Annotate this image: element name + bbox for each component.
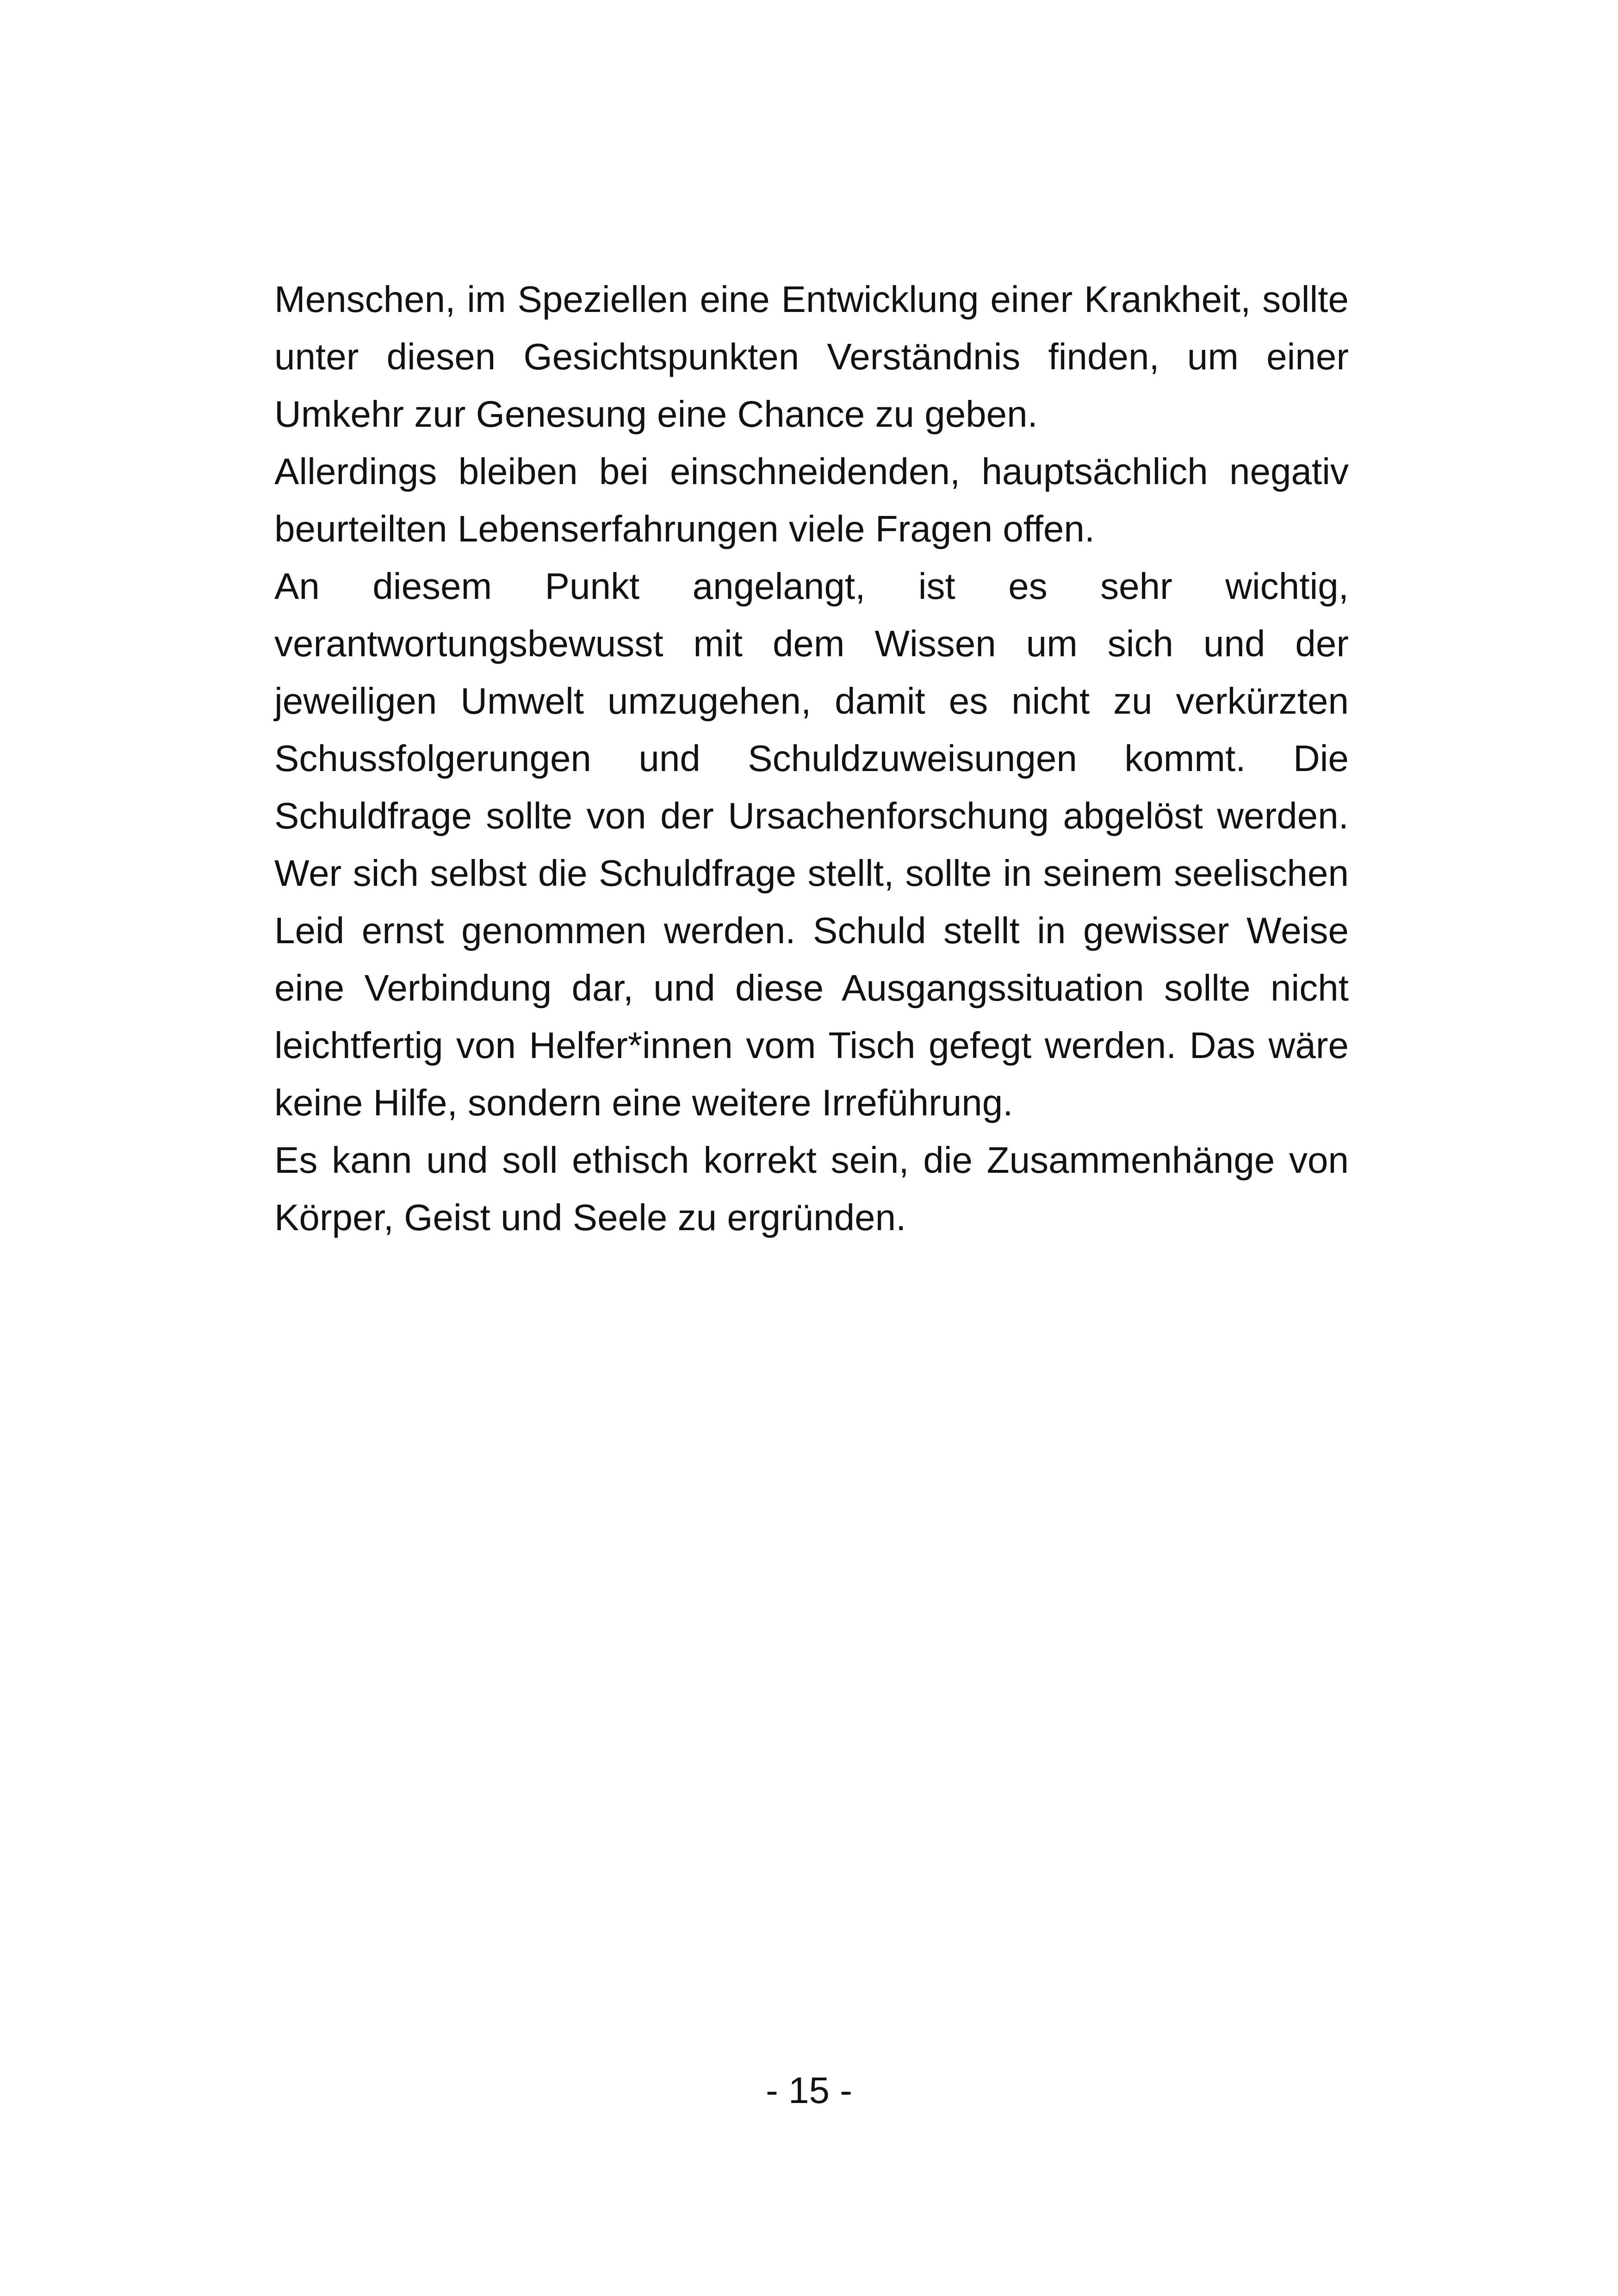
paragraph-1: Menschen, im Speziellen eine Entwicklung einer Krankheit, sollte unter diesen Gesichtspunkten Verständnis finden, um einer Umkehr zur Genesung eine Chance zu geben. [274, 279, 1349, 435]
body-text [274, 271, 1349, 1246]
paragraph-4: Es kann und soll ethisch korrekt sein, die Zusammenhänge von Körper, Geist und Seele zu ergründen. [274, 1139, 1349, 1238]
paragraph-3: An diesem Punkt angelangt, ist es sehr wichtig, verantwortungsbewusst mit dem Wissen um sich und der jeweiligen Umwelt umzugehen, damit es nicht zu verkürzten Schussfolgerungen und Schuldzuweisungen kommt. Die Schuldfrage sollte von der Ursachenforschung abgelöst werden. Wer sich selbst die Schuldfrage stellt, sollte in seinem seelischen Leid ernst genommen werden. Schuld stellt in gewisser Weise eine Verbindung dar, und diese Ausgangssituation sollte nicht leichtfertig von Helfer*innen vom Tisch gefegt werden. Das wäre keine Hilfe, sondern eine weitere Irreführung. [274, 566, 1349, 1123]
page-number: - 15 - [766, 2070, 852, 2111]
paragraph-2: Allerdings bleiben bei einschneidenden, hauptsächlich negativ beurteilten Lebenserfahrungen viele Fragen offen. [274, 451, 1349, 549]
